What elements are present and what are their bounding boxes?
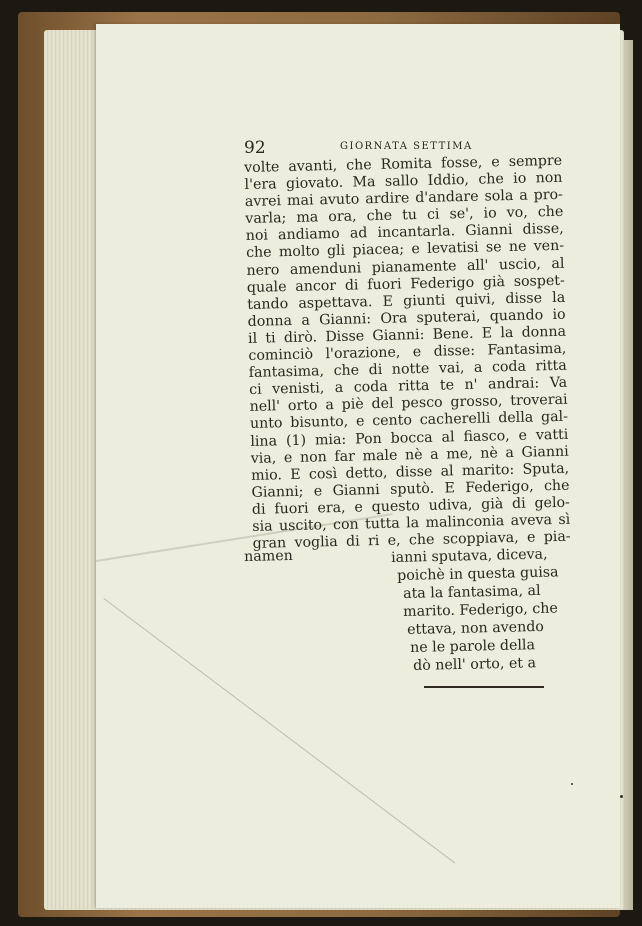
text-line: lina (1) mia: Pon bocca al fiasco, e vatti [250, 426, 569, 450]
text-line: avrei mai avuto ardire d'andare sola a pro- [244, 186, 564, 211]
end-rule [424, 686, 544, 688]
text-line: gran voglia di ri e, che scoppiava, e pia- [252, 528, 571, 552]
fragment-line: poichè in questa guisa [397, 564, 559, 584]
text-line: Gianni; e Gianni sputò. E Federigo, che [251, 477, 570, 501]
text-line: mio. E così detto, disse al marito: Sputa, [250, 460, 570, 484]
fragment-line: ata la fantasima, al [403, 582, 541, 602]
text-line: nell' orto a piè del pesco grosso, troverai [249, 392, 568, 416]
text-line: nero amenduni pianamente all' uscio, al [246, 255, 565, 279]
fragment-line: ettava, non avendo [407, 618, 545, 638]
ink-speck [571, 783, 573, 785]
fragment-line: dò nell' orto, et a [413, 655, 537, 674]
fragment-line: ne le parole della [410, 637, 536, 656]
text-line: il ti dirò. Disse Gianni: Bene. E la donna [247, 323, 567, 347]
running-head: GIORNATA SETTIMA [340, 141, 473, 152]
text-line: tando aspettava. E giunti quivi, disse la [247, 289, 566, 313]
fragment-line: marito. Federigo, che [403, 600, 558, 620]
body-text [244, 153, 573, 553]
text-line: unto bisunto, e cento cacherelli della gal- [249, 409, 569, 433]
text-line: via, e non far male nè a me, nè a Gianni [250, 443, 569, 467]
fragment-line: ianni sputava, diceva, [391, 546, 548, 566]
text-line: quale ancor di fuori Federigo già sospet- [246, 272, 565, 296]
text-line: donna a Gianni: Ora sputerai, quando io [247, 306, 566, 330]
text-line: sia uscito, con tutta la malinconia aveva sì [252, 511, 571, 535]
text-line: ci venisti, a coda ritta te n' andrai: Va [249, 374, 568, 399]
text-line: fantasima, che di notte vai, a coda ritta [248, 357, 567, 382]
text-line: cominciò l'orazione, e disse: Fantasima, [248, 340, 567, 364]
fragment-left: namen [244, 547, 293, 565]
text-line: l'era giovato. Ma sallo Iddio, che io non [244, 169, 563, 194]
text-line: volte avanti, che Romita fosse, e sempre [244, 152, 563, 176]
text-line: che molto gli piacea; e levatisi se ne ven- [245, 238, 565, 262]
ink-speck [620, 795, 623, 798]
text-line: noi andiamo ad incantarla. Gianni disse, [245, 221, 564, 245]
text-line: di fuori era, e questo udiva, già di gelo- [251, 494, 571, 518]
page-number: 92 [244, 138, 266, 158]
text-line: varla; ma ora, che tu ci se', io vo, che [245, 204, 564, 228]
